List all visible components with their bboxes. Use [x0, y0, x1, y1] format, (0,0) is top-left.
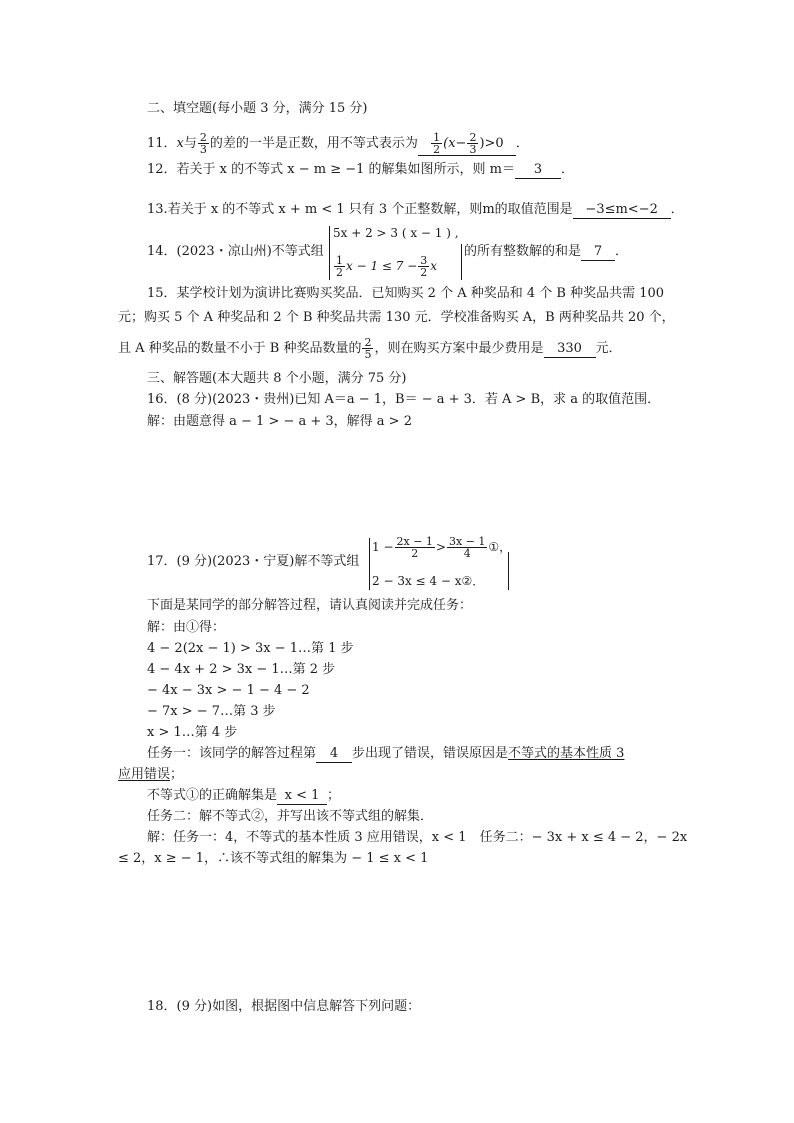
question-16-solution: 解：由题意得 a − 1 > − a + 3，解得 a > 2	[147, 414, 412, 429]
q17-step1: 4 − 2(2x − 1) > 3x − 1…第 1 步	[147, 641, 354, 656]
q17-task1-cont: 应用错误；	[118, 767, 184, 782]
q11-fraction: $\frac{2}{3}$	[199, 131, 207, 156]
q17-step3: − 4x − 3x > − 1 − 4 − 2	[147, 683, 310, 698]
q11-var: x	[176, 136, 184, 151]
q14-source: (2023・凉山州)不等式组	[176, 244, 324, 259]
q11-text-b: 与	[183, 136, 197, 151]
q11-answer-blank: $\frac{1}{2}$ (x− $\frac{2}{3}$ )>0	[418, 132, 516, 156]
q17-task2: 任务二：解不等式②，并写出该不等式组的解集．	[147, 809, 434, 824]
q13-text: 若关于 x 的不等式 x + m < 1 只有 3 个正整数解，则m的取值范围是	[167, 202, 573, 217]
q17-task1-reason-1: 不等式的基本性质 3	[508, 746, 625, 761]
q17-step5: x > 1…第 4 步	[147, 725, 238, 740]
q17-intro: 下面是某同学的部分解答过程，请认真阅读并完成任务：	[147, 598, 473, 613]
q17-solution-line1: 解：任务一：4，不等式的基本性质 3 应用错误，x < 1 任务二：− 3x + x ≤ 4 − 2，− 2x	[147, 830, 688, 845]
question-16: 16．(8 分)(2023・贵州)已知 A＝a − 1，B＝ − a + 3．若 A > B，求 a 的取值范围．	[147, 392, 661, 407]
question-15-line3: 且 A 种奖品的数量不小于 B 种奖品数量的 $\frac{2}{5}$ ，则在购买方案中最少费用是 330 元．	[118, 336, 622, 361]
q17-left-brace	[369, 538, 370, 590]
section-title-fill-blank: 二、填空题(每小题 3 分，满分 15 分)	[147, 101, 368, 116]
q17-task1: 任务一：该同学的解答过程第 4 步出现了错误，错误原因是不等式的基本性质 3	[147, 746, 625, 761]
q12-answer: 3	[515, 162, 561, 179]
q14-answer: 7	[581, 244, 615, 261]
q17-task1-step-answer: 4	[316, 746, 352, 763]
q11-text-c: 的差的一半是正数，用不等式表示为	[209, 136, 418, 151]
q17-system-line1: 1 − $\frac{2x - 1}{2}$ > $\frac{3x - 1}{4}$ ①，	[372, 535, 512, 560]
question-18: 18．(9 分)如图，根据图中信息解答下列问题：	[147, 999, 421, 1014]
q11-number: 11．	[147, 136, 177, 151]
q14-left-brace	[329, 226, 330, 280]
q17-task1-reason-2: 应用错误	[118, 767, 171, 782]
section-title-answer-questions: 三、解答题(本大题共 8 个小题，满分 75 分)	[147, 371, 407, 386]
q15-answer: 330	[544, 341, 596, 358]
q17-system-line2: 2 − 3x ≤ 4 − x②．	[372, 574, 485, 588]
question-11: 11．x与 $\frac{2}{3}$ 的差的一半是正数，用不等式表示为 $\frac{1}{2}$ (x− $\frac{2}{3}$ )>0 ．	[147, 131, 529, 156]
q12-text: 若关于 x 的不等式 x − m ≥ −1 的解集如图所示，则 m＝	[176, 162, 516, 177]
q17-step2: 4 − 4x + 2 > 3x − 1…第 2 步	[147, 662, 336, 677]
q17-right-bar	[508, 552, 509, 590]
question-14-head: 14．(2023・凉山州)不等式组	[147, 244, 324, 259]
question-13: 13.若关于 x 的不等式 x + m < 1 只有 3 个正整数解，则m的取值范围是 −3≤m<−2 ．	[147, 202, 684, 217]
q17-step4: − 7x > − 7…第 3 步	[147, 704, 276, 719]
q14-tail: 的所有整数解的和是 7 ．	[464, 244, 629, 259]
q17-solution-line2: ≤ 2，x ≥ − 1，∴该不等式组的解集为 − 1 ≤ x < 1	[118, 851, 429, 866]
question-15-line2: 元；购买 5 个 A 种奖品和 2 个 B 种奖品共需 130 元．学校准备购买 A，B 两种奖品共 20 个，	[118, 310, 675, 325]
q17-correct-answer: x < 1	[277, 788, 327, 805]
question-12: 12．若关于 x 的不等式 x − m ≥ −1 的解集如图所示，则 m＝ 3 ．	[147, 162, 575, 177]
q17-correct-solution: 不等式①的正确解集是 x < 1 ；	[147, 788, 341, 803]
q14-right-bar	[461, 244, 462, 280]
q14-system-line1: 5x + 2 > 3 ( x − 1 ) ,	[333, 226, 459, 240]
q17-step0: 解：由①得：	[147, 620, 226, 635]
q14-system-line2: $\frac{1}{2}$ x − 1 ≤ 7 − $\frac{3}{2}$ x	[336, 254, 438, 279]
question-15-line1: 15．某学校计划为演讲比赛购买奖品．已知购买 2 个 A 种奖品和 4 个 B 种奖品共需 100	[147, 286, 665, 301]
question-17-head: 17．(9 分)(2023・宁夏)解不等式组	[147, 554, 360, 569]
q13-answer: −3≤m<−2	[573, 202, 671, 219]
